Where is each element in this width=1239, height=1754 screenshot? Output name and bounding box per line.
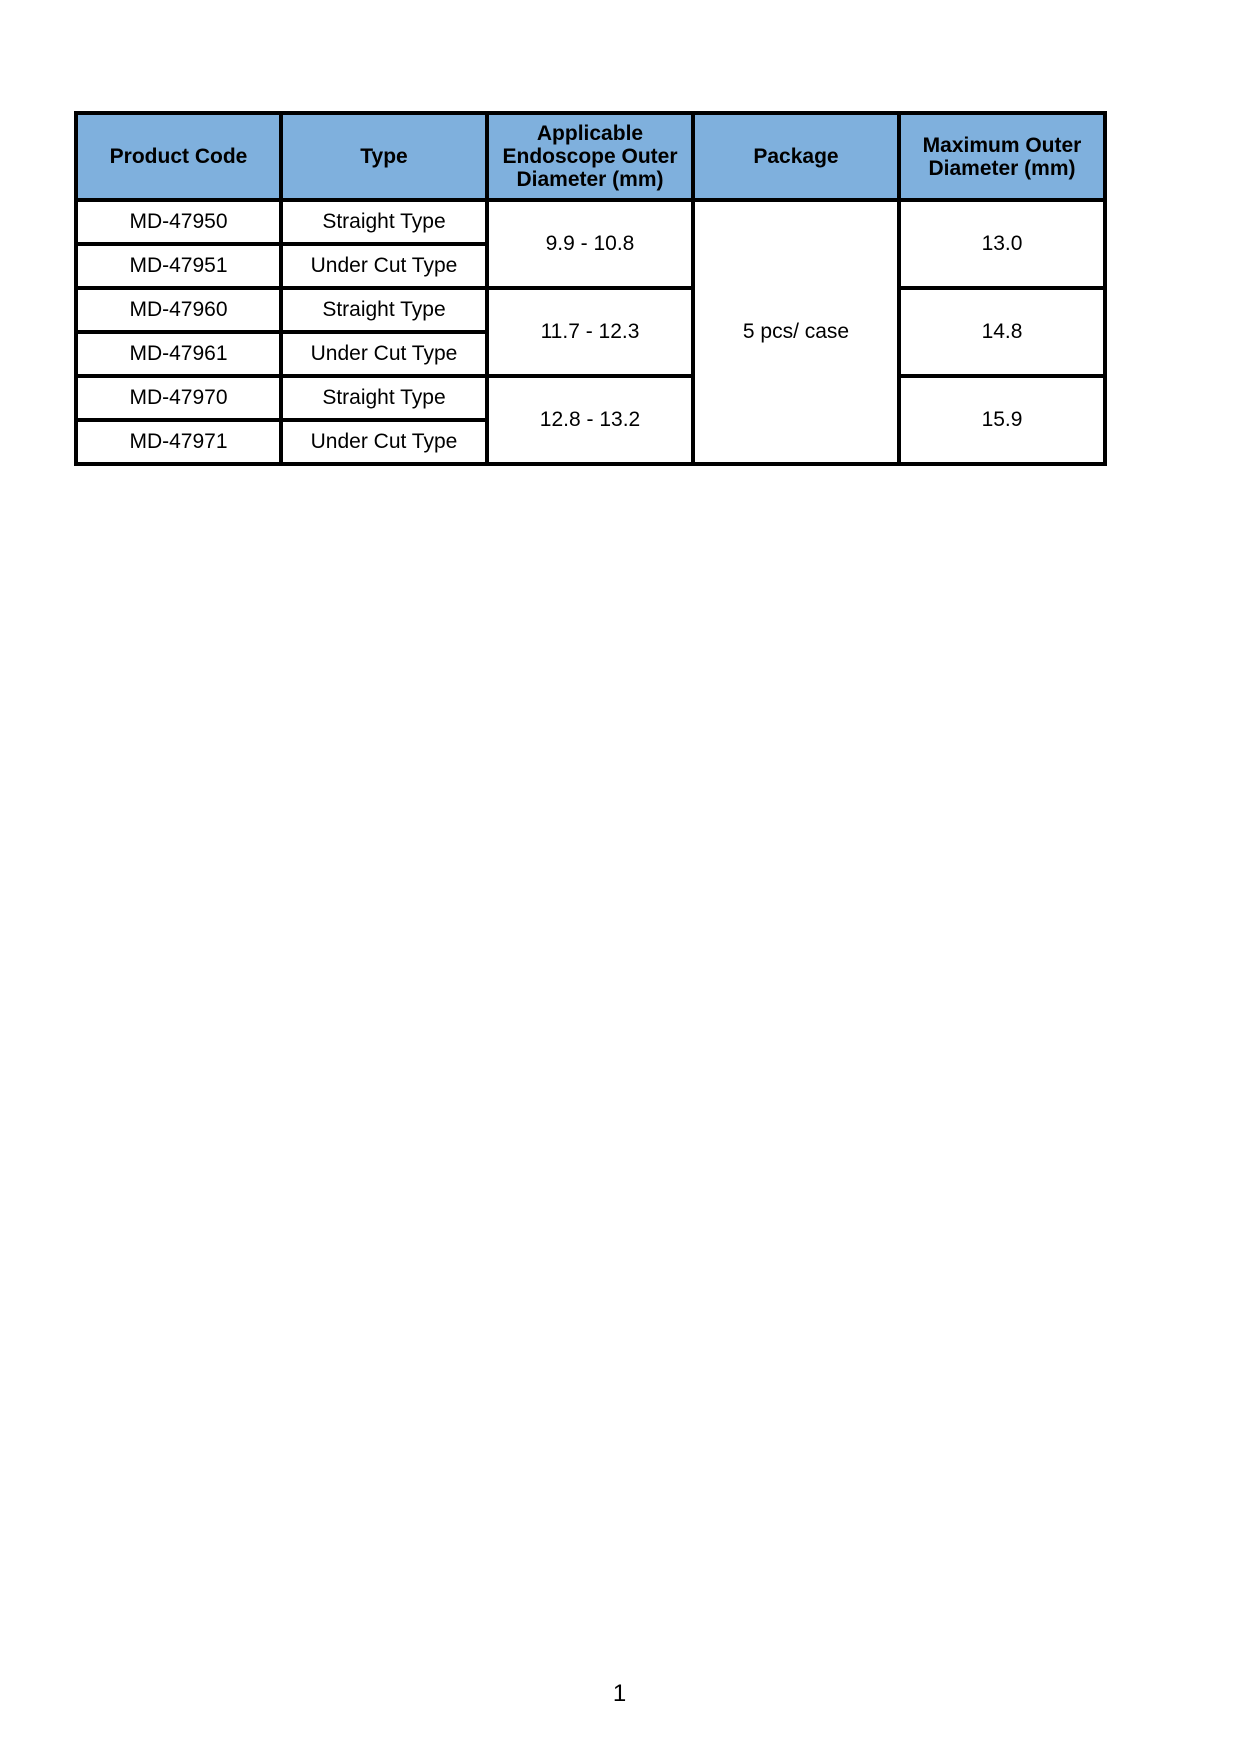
product-spec-table	[74, 111, 1107, 466]
header-product-code: Product Code	[76, 113, 281, 200]
type-cell: Straight Type	[281, 288, 487, 332]
product-code-cell: MD-47970	[76, 376, 281, 420]
header-applicable-diameter: Applicable Endoscope Outer Diameter (mm)	[487, 113, 693, 200]
applicable-diameter-cell: 11.7 - 12.3	[487, 288, 693, 376]
header-max-outer-diameter: Maximum Outer Diameter (mm)	[899, 113, 1105, 200]
table-row	[76, 200, 1105, 244]
page-number: 1	[612, 1680, 627, 1707]
table-row	[76, 288, 1105, 332]
type-cell: Straight Type	[281, 376, 487, 420]
header-package: Package	[693, 113, 899, 200]
package-cell: 5 pcs/ case	[693, 200, 899, 464]
product-code-cell: MD-47951	[76, 244, 281, 288]
type-cell: Under Cut Type	[281, 332, 487, 376]
applicable-diameter-cell: 12.8 - 13.2	[487, 376, 693, 464]
type-cell: Straight Type	[281, 200, 487, 244]
max-outer-diameter-cell: 14.8	[899, 288, 1105, 376]
type-cell: Under Cut Type	[281, 420, 487, 464]
table-header-row	[76, 113, 1105, 200]
product-code-cell: MD-47950	[76, 200, 281, 244]
applicable-diameter-cell: 9.9 - 10.8	[487, 200, 693, 288]
type-cell: Under Cut Type	[281, 244, 487, 288]
max-outer-diameter-cell: 13.0	[899, 200, 1105, 288]
table-row	[76, 376, 1105, 420]
max-outer-diameter-cell: 15.9	[899, 376, 1105, 464]
product-code-cell: MD-47961	[76, 332, 281, 376]
product-code-cell: MD-47971	[76, 420, 281, 464]
product-code-cell: MD-47960	[76, 288, 281, 332]
header-type: Type	[281, 113, 487, 200]
